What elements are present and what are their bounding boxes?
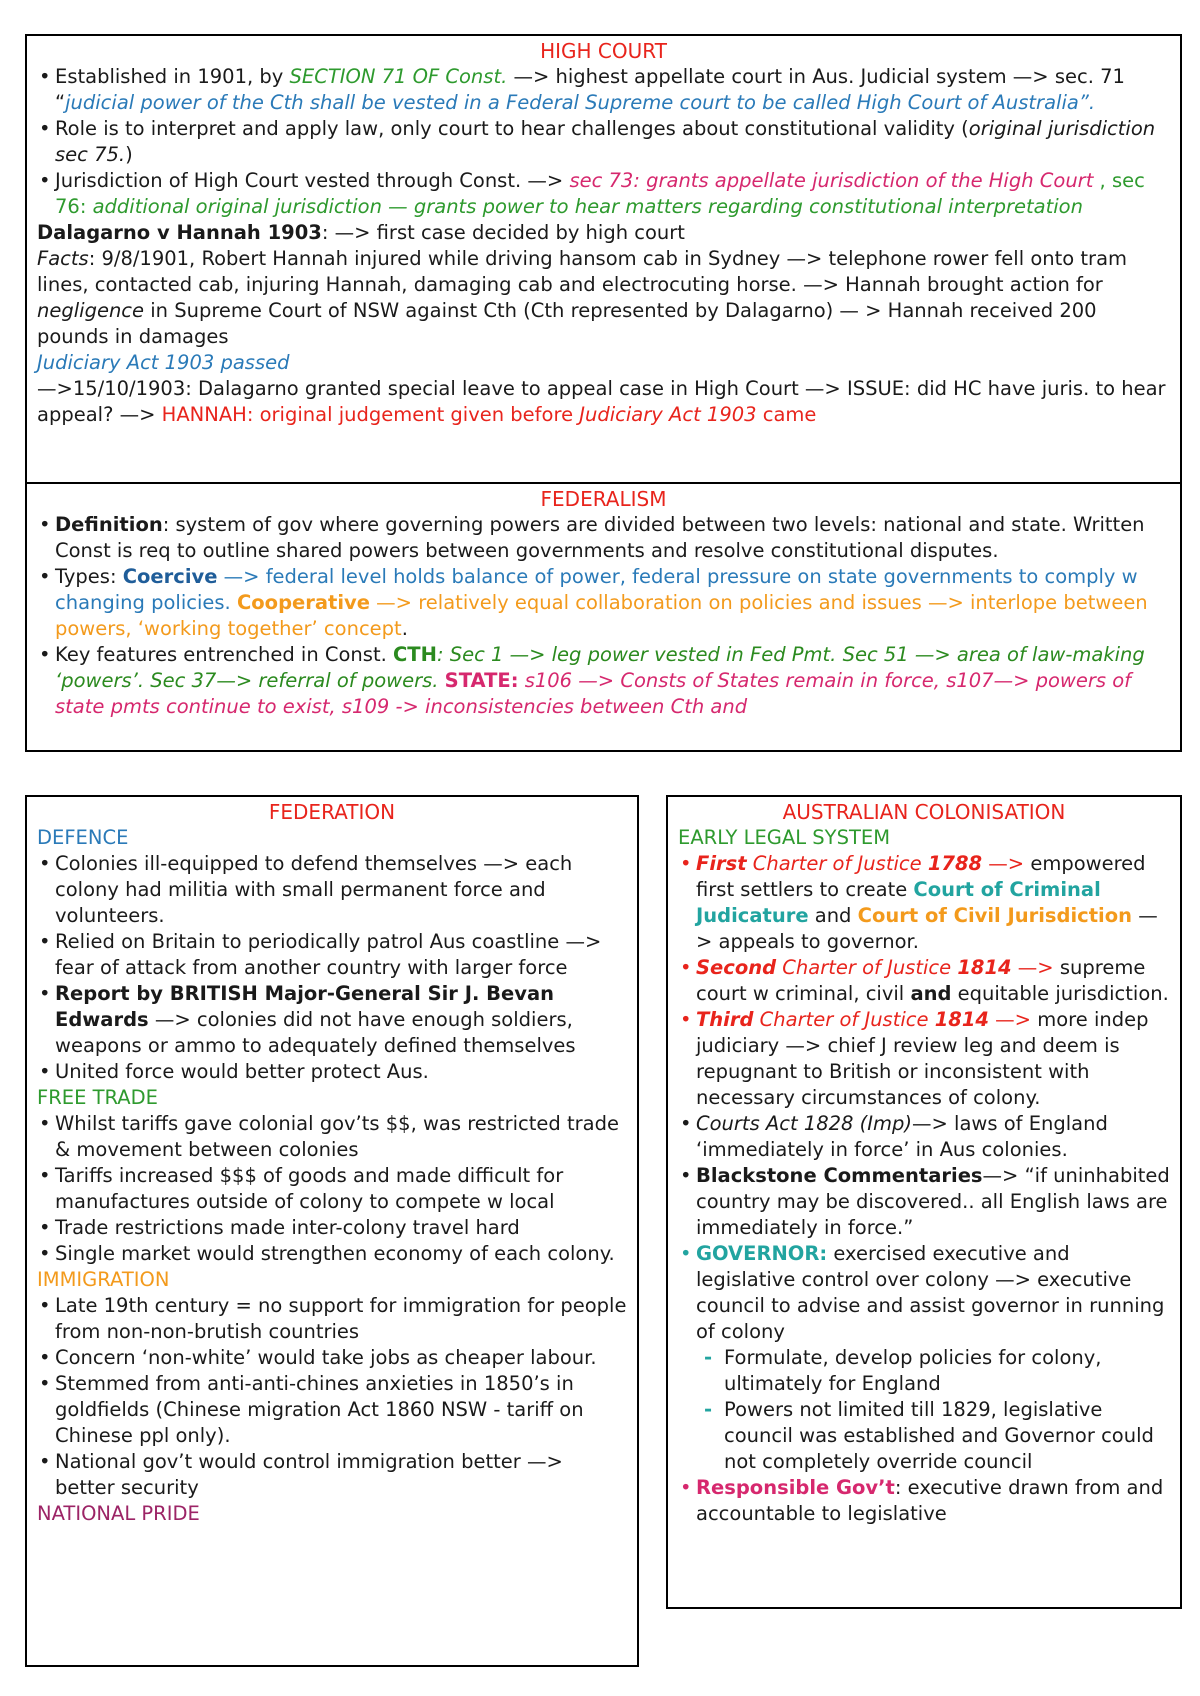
text: First — [696, 852, 747, 875]
early-legal-system-heading: EARLY LEGAL SYSTEM — [678, 826, 891, 849]
text: Blackstone Commentaries — [696, 1164, 983, 1187]
list-item: • Trade restrictions made inter-colony travel hard — [37, 1215, 627, 1241]
text: —> — [1011, 956, 1054, 979]
text: —> “if uninhabited country may be discovered.. all English laws are immediately in force.” — [696, 1164, 1170, 1239]
sub-list-item: - Formulate, develop policies for colony, ultimately for England — [678, 1345, 1170, 1397]
text: : system of gov where governing powers are divided between two levels: national and state. Written Const is req to outline shared powers between governments and resolve constitutional disputes. — [55, 513, 1145, 562]
text: Responsible Gov’t — [696, 1476, 895, 1499]
text: Judiciary Act 1903 — [579, 403, 757, 426]
text: and — [910, 982, 952, 1005]
list-item — [37, 116, 1170, 168]
federation-box — [25, 795, 639, 1667]
text: Court of Civil Jurisdiction — [857, 904, 1133, 927]
list-item — [678, 1241, 1170, 1345]
text: more indep judiciary —> chief J review leg and deem is repugnant to British or inconsistent with necessary circumstances of colony. — [696, 1008, 1149, 1109]
text: —>15/10/1903: Dalagarno granted special leave to appeal case in High Court —> ISSUE: did HC have juris. to hear appeal? —> — [37, 377, 1166, 426]
text: —> — [988, 1008, 1032, 1031]
text: Definition — [55, 513, 163, 536]
text: : executive drawn from and accountable to legislative — [696, 1476, 1164, 1525]
text: empowered first settlers to create — [696, 852, 1146, 901]
text: HANNAH: original judgement given before — [161, 403, 580, 426]
text: Second — [696, 956, 777, 979]
federalism-box — [25, 482, 1182, 752]
text: s106 —> Consts of States remain in force, s107—> powers of state pmts continue to exist, s109 -> inconsistencies between Cth and — [55, 669, 1132, 718]
list-item — [678, 851, 1170, 955]
federation-title: FEDERATION — [268, 800, 396, 824]
list-item — [37, 564, 1170, 642]
judiciary-act-line: Judiciary Act 1903 passed — [37, 351, 290, 374]
list-item: • Late 19th century = no support for immigration for people from non-non-brutish countries — [37, 1293, 627, 1345]
list-item: • Concern ‘non-white’ would take jobs as cheaper labour. — [37, 1345, 627, 1371]
text: Coercive — [122, 565, 218, 588]
text: supreme court w criminal, civil — [696, 956, 1146, 1005]
case-name: Dalagarno v Hannah 1903 — [37, 221, 322, 244]
list-item — [678, 1475, 1170, 1527]
list-item — [678, 955, 1170, 1007]
text: in Supreme Court of NSW against Cth (Cth represented by Dalagarno) — > Hannah received 200 pounds in damages — [37, 299, 1097, 348]
text: —> laws of England ‘immediately in force’ in Aus colonies. — [696, 1112, 1108, 1161]
text: Report by BRITISH Major-General Sir J. Bevan Edwards — [55, 982, 554, 1031]
text: . — [401, 617, 408, 640]
text: : —> first case decided by high court — [321, 221, 685, 244]
text: Charter of Justice — [746, 852, 928, 875]
federalism-list — [37, 512, 1170, 720]
text: —> colonies did not have enough soldiers, weapons or ammo to adequately defined themselves — [55, 1008, 576, 1057]
text: Charter of Justice — [753, 1008, 935, 1031]
text: CTH — [393, 643, 437, 666]
text: 1814 — [934, 1008, 989, 1031]
text: —> highest appellate court in Aus. Judicial system —> sec. 71 “ — [55, 65, 1125, 114]
list-item: • Single market would strengthen economy of each colony. — [37, 1241, 627, 1267]
list-item — [37, 64, 1170, 116]
appeal-paragraph — [37, 376, 1170, 428]
text: —> appeals to governor. — [696, 904, 1158, 953]
text: 1788 — [927, 852, 983, 875]
list-item — [37, 981, 627, 1059]
text: Court of Criminal Judicature — [696, 878, 1101, 927]
defence-list — [37, 851, 627, 1085]
text: equitable jurisdiction. — [951, 982, 1169, 1005]
federalism-title: FEDERALISM — [540, 487, 667, 511]
free-trade-heading: FREE TRADE — [37, 1086, 158, 1109]
text: Facts — [37, 247, 89, 270]
text: SECTION 71 OF Const. — [289, 65, 508, 88]
high-court-title: HIGH COURT — [540, 39, 667, 63]
text: Key features entrenched in Const. — [55, 643, 393, 666]
list-item: • Tariffs increased $$$ of goods and made difficult for manufactures outside of colony to compete w local — [37, 1163, 627, 1215]
list-item — [37, 168, 1170, 220]
text: sec 73: grants appellate jurisdiction of the High Court — [569, 169, 1094, 192]
text: : Sec 1 —> leg power vested in Fed Pmt. Sec 51 —> area of law-making ‘powers’. Sec 37—> referral of powers. — [55, 643, 1145, 692]
facts-paragraph — [37, 246, 1170, 350]
high-court-list — [37, 64, 1170, 220]
text: ) — [125, 143, 133, 166]
national-pride-heading: NATIONAL PRIDE — [37, 1502, 200, 1525]
list-item — [678, 1007, 1170, 1111]
text: Role is to interpret and apply law, only court to hear challenges about constitutional validity ( — [55, 117, 969, 140]
high-court-box — [25, 34, 1182, 484]
text: came — [756, 403, 817, 426]
list-item — [37, 512, 1170, 564]
text: Types: — [55, 565, 123, 588]
immigration-heading: IMMIGRATION — [37, 1268, 170, 1291]
text: Charter of Justice — [776, 956, 958, 979]
text: Jurisdiction of High Court vested through Const. —> — [55, 169, 570, 192]
text: GOVERNOR: — [696, 1242, 828, 1265]
text: : 9/8/1901, Robert Hannah injured while driving hansom cab in Sydney —> telephone rower fell onto tram lines, contacted cab, injuring Hannah, damaging cab and electrocuting horse. —> Hannah brought action for — [37, 247, 1128, 296]
list-item: • National gov’t would control immigration better —> better security — [37, 1449, 627, 1501]
case-line — [37, 220, 1170, 246]
colonisation-list — [678, 851, 1170, 1527]
text: Established in 1901, by — [55, 65, 290, 88]
colonisation-title: AUSTRALIAN COLONISATION — [782, 800, 1066, 824]
list-item — [37, 642, 1170, 720]
defence-heading: DEFENCE — [37, 826, 129, 849]
text: Courts Act 1828 (Imp) — [696, 1112, 912, 1135]
list-item — [678, 1163, 1170, 1241]
text: 1814 — [957, 956, 1012, 979]
list-item: • Whilst tariffs gave colonial gov’ts $$, was restricted trade & movement between colonies — [37, 1111, 627, 1163]
text: judicial power of the Cth shall be vested in a Federal Supreme court to be called High Court of Australia”. — [65, 91, 1096, 114]
text: —> federal level holds balance of power, federal pressure on state governments to comply w changing policies. — [55, 565, 1138, 614]
text: negligence — [37, 299, 145, 322]
list-item: • Stemmed from anti-anti-chines anxieties in 1850’s in goldfields (Chinese migration Act 1860 NSW - tariff on Chinese ppl only). — [37, 1371, 627, 1449]
text: , sec 76: — [55, 169, 1145, 218]
colonisation-box — [666, 795, 1182, 1609]
text: additional original jurisdiction — grants power to hear matters regarding constitutional interpretation — [92, 195, 1083, 218]
text: and — [808, 904, 858, 927]
immigration-list — [37, 1293, 627, 1501]
list-item — [678, 1111, 1170, 1163]
list-item: • United force would better protect Aus. — [37, 1059, 627, 1085]
list-item: • Colonies ill-equipped to defend themselves —> each colony had militia with small permanent force and volunteers. — [37, 851, 627, 929]
text: Cooperative — [236, 591, 370, 614]
list-item: • Relied on Britain to periodically patrol Aus coastline —> fear of attack from another country with larger force — [37, 929, 627, 981]
text: —> relatively equal collaboration on policies and issues —> interlope between powers, ‘working together’ concept — [55, 591, 1148, 640]
text: original jurisdiction sec 75. — [55, 117, 1156, 166]
free-trade-list — [37, 1111, 627, 1267]
text: Third — [696, 1008, 754, 1031]
sub-list-item: - Powers not limited till 1829, legislative council was established and Governor could not completely override council — [678, 1397, 1170, 1475]
text: —> — [982, 852, 1025, 875]
text: exercised executive and legislative control over colony —> executive council to advise and assist governor in running of colony — [696, 1242, 1165, 1343]
text: STATE: — [444, 669, 519, 692]
